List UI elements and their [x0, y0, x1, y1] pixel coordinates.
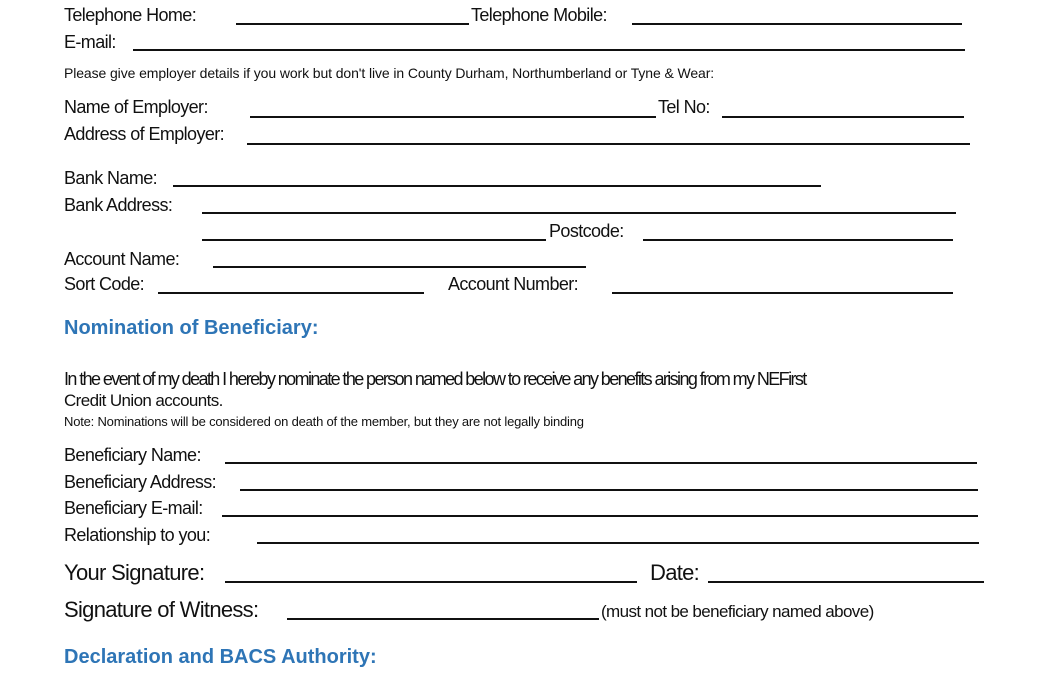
account-name-field[interactable]: [213, 266, 586, 268]
account-number-label: Account Number:: [448, 274, 579, 294]
postcode-field[interactable]: [643, 239, 953, 241]
employer-address-field[interactable]: [247, 143, 970, 145]
beneficiary-name-label: Beneficiary Name:: [64, 445, 201, 465]
beneficiary-note: Note: Nominations will be considered on death of the member, but they are not legally binding: [64, 414, 584, 429]
bank-address-label: Bank Address:: [64, 195, 173, 215]
date-label: Date:: [650, 560, 700, 585]
telephone-home-label: Telephone Home:: [64, 5, 197, 25]
employer-address-label: Address of Employer:: [64, 124, 225, 144]
declaration-heading: Declaration and BACS Authority:: [64, 646, 377, 668]
beneficiary-name-field[interactable]: [225, 462, 977, 464]
employer-name-field[interactable]: [250, 116, 656, 118]
postcode-label: Postcode:: [549, 221, 624, 241]
your-signature-label: Your Signature:: [64, 560, 205, 585]
bank-address-field-line2[interactable]: [202, 239, 546, 241]
witness-note: (must not be beneficiary named above): [601, 602, 874, 621]
beneficiary-heading: Nomination of Beneficiary:: [64, 317, 319, 339]
employer-tel-field[interactable]: [722, 116, 964, 118]
email-label: E-mail:: [64, 32, 116, 52]
relationship-label: Relationship to you:: [64, 525, 211, 545]
bank-name-field[interactable]: [173, 185, 821, 187]
account-number-field[interactable]: [612, 292, 953, 294]
beneficiary-address-field[interactable]: [240, 489, 978, 491]
bank-address-field-line1[interactable]: [202, 212, 956, 214]
employer-instruction: Please give employer details if you work but don't live in County Durham, Northumberland or Tyne & Wear:: [64, 65, 715, 81]
telephone-mobile-field[interactable]: [632, 23, 962, 25]
beneficiary-email-field[interactable]: [222, 515, 978, 517]
bank-name-label: Bank Name:: [64, 168, 158, 188]
sort-code-field[interactable]: [158, 292, 424, 294]
witness-signature-label: Signature of Witness:: [64, 597, 259, 622]
beneficiary-email-label: Beneficiary E-mail:: [64, 498, 203, 518]
account-name-label: Account Name:: [64, 249, 180, 269]
employer-tel-label: Tel No:: [658, 97, 710, 117]
telephone-home-field[interactable]: [236, 23, 469, 25]
beneficiary-statement-line1: In the event of my death I hereby nominate the person named below to receive any benefits arising from my NEFirst: [64, 369, 806, 389]
witness-signature-field[interactable]: [287, 618, 599, 620]
relationship-field[interactable]: [257, 542, 979, 544]
email-field[interactable]: [133, 49, 965, 51]
telephone-mobile-label: Telephone Mobile:: [471, 5, 607, 25]
beneficiary-statement-line2: Credit Union accounts.: [64, 391, 223, 410]
employer-name-label: Name of Employer:: [64, 97, 208, 117]
date-field[interactable]: [708, 581, 984, 583]
your-signature-field[interactable]: [225, 581, 637, 583]
sort-code-label: Sort Code:: [64, 274, 145, 294]
beneficiary-address-label: Beneficiary Address:: [64, 472, 217, 492]
